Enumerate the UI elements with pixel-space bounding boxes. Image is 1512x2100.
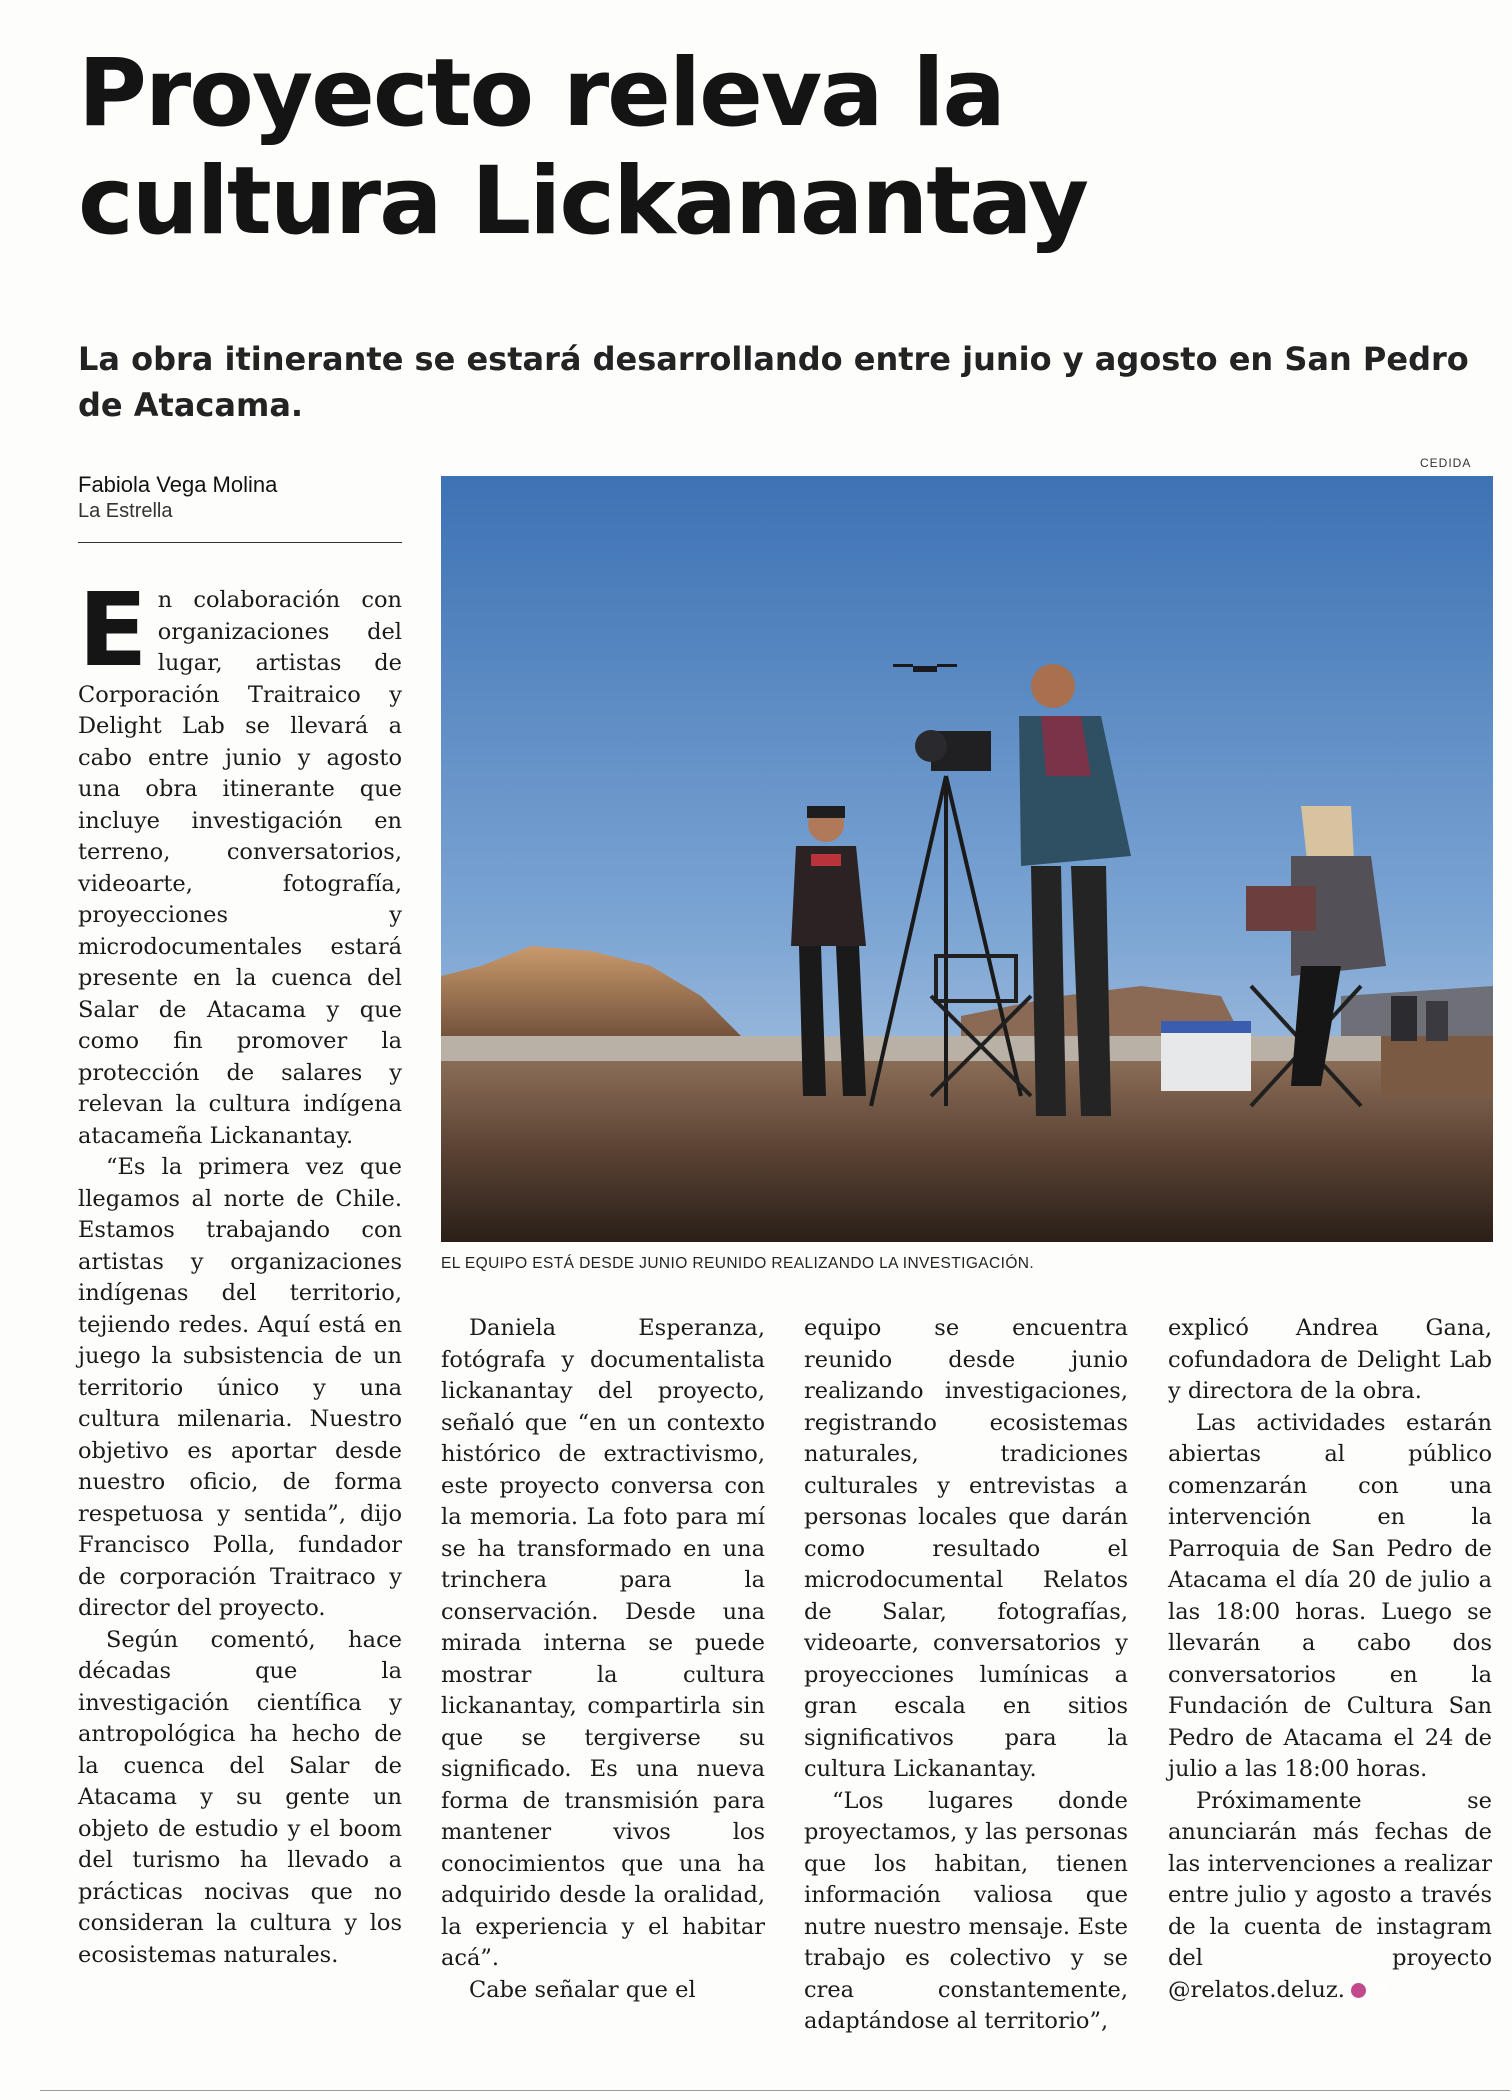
article-column-1 [78, 571, 402, 1971]
article-column-3 [804, 1313, 1128, 2038]
col3-paragraph-2: “Los lugares donde proyectamos, y las personas que los habitan, tienen información valiosa que nutre nuestro mensaje. Este trabajo es colectivo y se crea constantemente, adaptándose al territorio”, [804, 1787, 1128, 2034]
article-photo [441, 476, 1493, 1242]
author-name: Fabiola Vega Molina [78, 472, 278, 497]
col4-paragraph-1: explicó Andrea Gana, cofundadora de Delight Lab y directora de la obra. [1168, 1315, 1492, 1404]
headline-line-2: cultura Lickanantay [78, 147, 1088, 256]
col1-paragraph-2: “Es la primera vez que llegamos al norte de Chile. Estamos trabajando con artistas y organizaciones indígenas del territorio, tejiendo redes. Aquí está en juego la subsistencia de un territorio único y una cultura milenaria. Nuestro objetivo es aportar desde nuestro oficio, de forma respetuosa y sentida”, dijo Francisco Polla, fundador de corporación Traitraco y director del proyecto. [78, 1154, 402, 1621]
article-column-4 [1168, 1313, 1492, 2006]
col4-paragraph-2: Las actividades estarán abiertas al público comenzarán con una intervención en la Parroquia de San Pedro de Atacama el día 20 de julio a las 18:00 horas. Luego se llevarán a cabo dos conversatorios en la Fundación de Cultura San Pedro de Atacama el 24 de julio a las 18:00 horas. [1168, 1409, 1492, 1782]
col1-paragraph-1: n colaboración con organizaciones del lugar, artistas de Corporación Traitraico y Delight Lab se llevará a cabo entre junio y agosto una obra itinerante que incluye investigación en terreno, conversatorios, videoarte, fotografía, proyecciones y microdocumentales estará presente en la cuenca del Salar de Atacama y que como fin promover la protección de salares y relevan la cultura indígena atacameña Lickanantay. [78, 587, 402, 1149]
footer-divider [40, 2090, 1510, 2091]
byline-divider [78, 542, 402, 543]
headline-line-1: Proyecto releva la [78, 39, 1004, 148]
col2-paragraph-1: Daniela Esperanza, fotógrafa y documentalista lickanantay del proyecto, señaló que “en un contexto histórico de extractivismo, este proyecto conversa con la memoria. La foto para mí se ha transformado en una trinchera para la conservación. Desde una mirada interna se puede mostrar la cultura lickanantay, compartirla sin que se tergiverse su significado. Es una nueva forma de transmisión para mantener vivos los conocimientos que una ha adquirido desde la oralidad, la experiencia y el habitar acá”. [441, 1315, 765, 1971]
photo-caption: EL EQUIPO ESTÁ DESDE JUNIO REUNIDO REALIZANDO LA INVESTIGACIÓN. [441, 1255, 1035, 1272]
col3-paragraph-1: equipo se encuentra reunido desde junio realizando investigaciones, registrando ecosistemas naturales, tradiciones culturales y entrevistas a personas locales que darán como resultado el microdocumental Relatos de Salar, fotografías, videoarte, conversatorios y proyecciones lumínicas a gran escala en sitios significativos para la cultura Lickanantay. [804, 1315, 1128, 1782]
article-column-2 [441, 1313, 765, 2006]
end-mark-icon: ✪ [1351, 1983, 1366, 1998]
photo-credit: CEDIDA [1420, 456, 1472, 470]
drop-cap: E [78, 571, 148, 690]
col1-paragraph-3: Según comentó, hace décadas que la investigación científica y antropológica ha hecho de la cuenca del Salar de Atacama y su gente un objeto de estudio y el boom del turismo ha llevado a prácticas nocivas que no consideran la cultura y los ecosistemas naturales. [78, 1626, 402, 1968]
col2-paragraph-2: Cabe señalar que el [469, 1976, 696, 2003]
col4-paragraph-3: Próximamente se anunciarán más fechas de las intervenciones a realizar entre julio y agosto a través de la cuenta de instagram del proyecto @relatos.deluz. [1168, 1787, 1492, 2003]
headline [78, 40, 1458, 256]
subheadline: La obra itinerante se estará desarrollando entre junio y agosto en San Pedro de Atacama. [78, 340, 1469, 424]
author-outlet: La Estrella [78, 500, 173, 522]
